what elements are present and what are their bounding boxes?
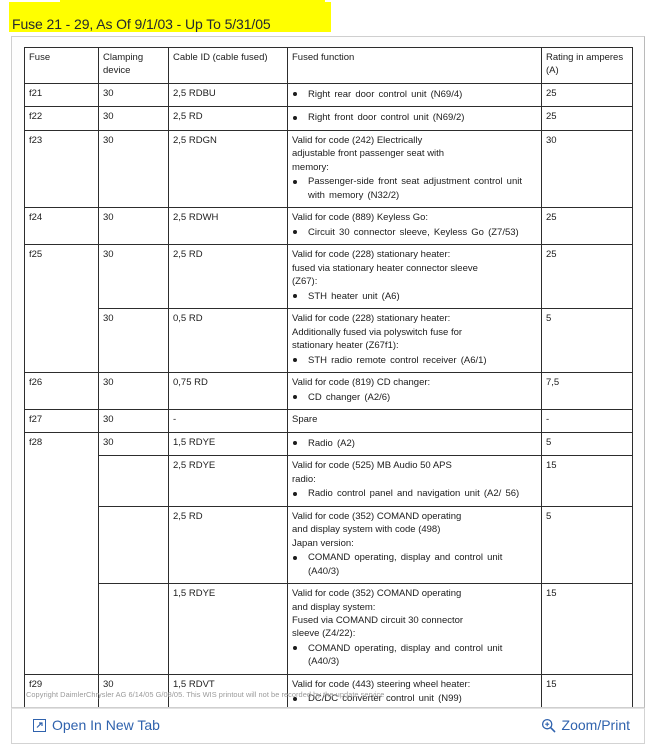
- cell-clamping-device: 30: [99, 674, 169, 708]
- function-text-line: Valid for code (352) COMAND operating: [292, 588, 462, 600]
- cell-rating: 15: [542, 674, 633, 708]
- page-title: Fuse 21 - 29, As Of 9/1/03 - Up To 5/31/05: [12, 16, 271, 32]
- viewer-toolbar: [11, 708, 645, 744]
- table-row: [25, 373, 633, 410]
- col-header-fuse: Fuse: [25, 48, 99, 84]
- function-bullet-text: DC/DC converter control unit (N99): [308, 693, 462, 705]
- document-title-area: [0, 0, 659, 38]
- bullet-dot-icon: [293, 230, 297, 234]
- cell-cable-id: 2,5 RDWH: [169, 208, 288, 245]
- copyright-notice: Copyright DaimlerChrysler AG 6/14/05 G/08/05. This WIS printout will not be recorded by the update service: [26, 690, 385, 699]
- external-link-icon: [33, 719, 46, 732]
- col-header-cable-id: Cable ID (cable fused): [169, 48, 288, 84]
- cell-clamping-device: [99, 506, 169, 583]
- bullet-dot-icon: [293, 441, 297, 445]
- cell-rating: 5: [542, 506, 633, 583]
- function-text-line: (Z67):: [292, 276, 318, 288]
- function-bullet-text: STH heater unit (A6): [308, 290, 400, 302]
- open-in-new-tab-label: Open In New Tab: [52, 717, 160, 733]
- cell-clamping-device: 30: [99, 432, 169, 455]
- function-text-line: Valid for code (443) steering wheel heater:: [292, 678, 471, 690]
- table-row: [25, 584, 633, 675]
- table-row: [25, 410, 633, 432]
- cell-rating: 15: [542, 456, 633, 506]
- cell-fuse-id: f25: [25, 245, 99, 373]
- function-text-line: Spare: [292, 414, 318, 426]
- function-text-line: Fused via COMAND circuit 30 connector: [292, 614, 464, 626]
- cell-fused-function: [288, 584, 542, 675]
- table-row: [25, 83, 633, 106]
- bullet-dot-icon: [293, 116, 297, 120]
- table-row: [25, 309, 633, 373]
- cell-clamping-device: 30: [99, 309, 169, 373]
- cell-fused-function: [288, 83, 542, 106]
- cell-fuse-id: f22: [25, 107, 99, 130]
- table-row: [25, 107, 633, 130]
- cell-fuse-id: f24: [25, 208, 99, 245]
- cell-fused-function: [288, 208, 542, 245]
- fuse-table-body: [25, 83, 633, 708]
- function-bullet-text: Passenger-side front seat adjustment control unit with memory (N32/2): [308, 176, 522, 201]
- function-text-line: memory:: [292, 161, 329, 173]
- bullet-dot-icon: [293, 180, 297, 184]
- function-bullet-text: Radio control panel and navigation unit (A2/ 56): [308, 488, 520, 500]
- function-bullet-item: [292, 290, 537, 303]
- cell-cable-id: 1,5 RDVT: [169, 674, 288, 708]
- cell-rating: 7,5: [542, 373, 633, 410]
- function-bullet-text: Radio (A2): [308, 437, 355, 449]
- function-text-line: adjustable front passenger seat with: [292, 148, 445, 160]
- cell-clamping-device: 30: [99, 373, 169, 410]
- cell-clamping-device: 30: [99, 208, 169, 245]
- cell-fuse-id: f21: [25, 83, 99, 106]
- fuse-table: [24, 47, 633, 708]
- function-text-line: Additionally fused via polyswitch fuse for: [292, 326, 463, 338]
- function-text-line: Valid for code (889) Keyless Go:: [292, 212, 429, 224]
- cell-clamping-device: 30: [99, 107, 169, 130]
- function-text-line: Valid for code (228) stationary heater:: [292, 249, 451, 261]
- cell-rating: 25: [542, 83, 633, 106]
- function-text-line: Japan version:: [292, 537, 354, 549]
- bullet-dot-icon: [293, 358, 297, 362]
- function-text-line: fused via stationary heater connector sleeve: [292, 262, 478, 274]
- function-text-line: and display system:: [292, 601, 376, 613]
- cell-rating: 25: [542, 107, 633, 130]
- cell-fused-function: [288, 410, 542, 432]
- function-bullet-item: [292, 175, 537, 202]
- cell-cable-id: 2,5 RDYE: [169, 456, 288, 506]
- col-header-clamping-device: Clamping device: [99, 48, 169, 84]
- cell-cable-id: 1,5 RDYE: [169, 432, 288, 455]
- cell-fuse-id: f27: [25, 410, 99, 432]
- cell-cable-id: 2,5 RD: [169, 506, 288, 583]
- zoom-print-label: Zoom/Print: [561, 717, 630, 733]
- cell-cable-id: 0,5 RD: [169, 309, 288, 373]
- table-row: [25, 432, 633, 455]
- function-bullet-item: [292, 226, 537, 239]
- cell-fuse-id: f28: [25, 432, 99, 674]
- bullet-dot-icon: [293, 492, 297, 496]
- function-bullet-item: [292, 88, 537, 101]
- cell-fused-function: [288, 130, 542, 207]
- bullet-dot-icon: [293, 556, 297, 560]
- function-text-line: Valid for code (228) stationary heater:: [292, 313, 451, 325]
- function-bullet-text: COMAND operating, display and control unit (A40/3): [308, 552, 503, 577]
- open-in-new-tab-button[interactable]: [33, 717, 160, 733]
- function-bullet-text: STH radio remote control receiver (A6/1): [308, 354, 487, 366]
- magnifier-plus-icon: [541, 718, 556, 733]
- bullet-dot-icon: [293, 646, 297, 650]
- cell-cable-id: 2,5 RDGN: [169, 130, 288, 207]
- cell-fused-function: [288, 432, 542, 455]
- table-row: [25, 245, 633, 309]
- function-bullet-text: CD changer (A2/6): [308, 391, 391, 403]
- function-text-line: stationary heater (Z67f1):: [292, 340, 399, 352]
- table-row: [25, 456, 633, 506]
- cell-fuse-id: f26: [25, 373, 99, 410]
- function-text-line: Valid for code (352) COMAND operating: [292, 510, 462, 522]
- cell-fuse-id: f29: [25, 674, 99, 708]
- function-text-line: and display system with code (498): [292, 524, 441, 536]
- cell-cable-id: 2,5 RDBU: [169, 83, 288, 106]
- function-bullet-item: [292, 642, 537, 669]
- cell-fused-function: [288, 245, 542, 309]
- cell-cable-id: -: [169, 410, 288, 432]
- bullet-dot-icon: [293, 92, 297, 96]
- scanned-page: [12, 37, 644, 707]
- cell-rating: 25: [542, 245, 633, 309]
- function-text-line: Valid for code (525) MB Audio 50 APS: [292, 460, 452, 472]
- cell-rating: 30: [542, 130, 633, 207]
- scanned-page-frame: [11, 36, 645, 708]
- cell-fused-function: [288, 107, 542, 130]
- table-row: [25, 506, 633, 583]
- cell-clamping-device: [99, 584, 169, 675]
- cell-cable-id: 0,75 RD: [169, 373, 288, 410]
- function-bullet-item: [292, 111, 537, 124]
- function-bullet-item: [292, 437, 537, 450]
- cell-clamping-device: [99, 456, 169, 506]
- function-text-line: radio:: [292, 473, 316, 485]
- table-row: [25, 208, 633, 245]
- cell-fused-function: [288, 506, 542, 583]
- function-bullet-item: [292, 391, 537, 404]
- bullet-dot-icon: [293, 294, 297, 298]
- function-bullet-text: Right front door control unit (N69/2): [308, 112, 465, 124]
- function-text-line: sleeve (Z4/22):: [292, 628, 356, 640]
- cell-rating: 15: [542, 584, 633, 675]
- cell-clamping-device: 30: [99, 410, 169, 432]
- cell-cable-id: 2,5 RD: [169, 107, 288, 130]
- col-header-fused-function: Fused function: [288, 48, 542, 84]
- cell-rating: 5: [542, 432, 633, 455]
- cell-clamping-device: 30: [99, 245, 169, 309]
- table-header-row: [25, 48, 633, 84]
- col-header-rating: Rating in amperes (A): [542, 48, 633, 84]
- function-text-line: Valid for code (819) CD changer:: [292, 377, 431, 389]
- cell-cable-id: 2,5 RD: [169, 245, 288, 309]
- function-bullet-text: Circuit 30 connector sleeve, Keyless Go (Z7/53): [308, 226, 519, 238]
- table-row: [25, 130, 633, 207]
- function-bullet-item: [292, 487, 537, 500]
- cell-fused-function: [288, 456, 542, 506]
- cell-fused-function: [288, 309, 542, 373]
- cell-rating: 5: [542, 309, 633, 373]
- function-bullet-item: [292, 354, 537, 367]
- cell-rating: -: [542, 410, 633, 432]
- fuse-table-header: [25, 48, 633, 84]
- cell-clamping-device: 30: [99, 83, 169, 106]
- bullet-dot-icon: [293, 395, 297, 399]
- cell-fuse-id: f23: [25, 130, 99, 207]
- cell-cable-id: 1,5 RDYE: [169, 584, 288, 675]
- function-bullet-text: COMAND operating, display and control unit (A40/3): [308, 642, 503, 668]
- function-text-line: Valid for code (242) Electrically: [292, 134, 423, 146]
- function-bullet-text: Right rear door control unit (N69/4): [308, 88, 463, 100]
- function-bullet-item: [292, 551, 537, 578]
- cell-fused-function: [288, 373, 542, 410]
- cell-clamping-device: 30: [99, 130, 169, 207]
- cell-rating: 25: [542, 208, 633, 245]
- zoom-print-button[interactable]: [541, 717, 630, 733]
